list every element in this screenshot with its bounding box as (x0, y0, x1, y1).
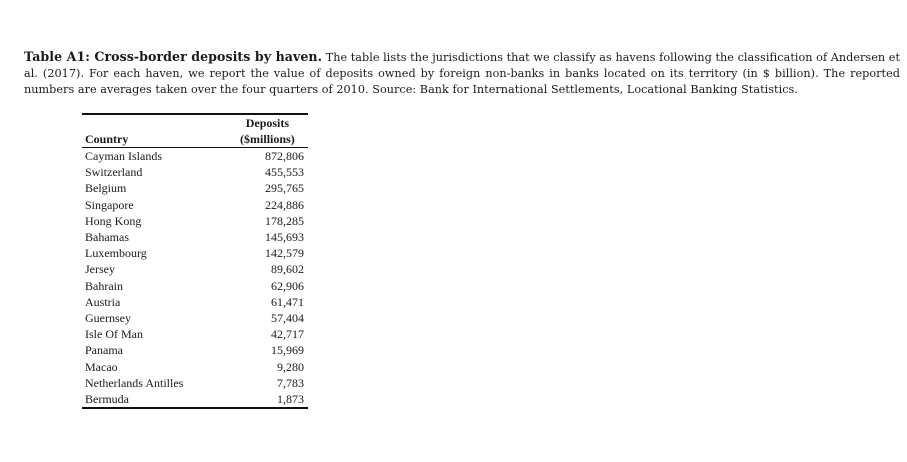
country-cell: Bahamas (85, 230, 129, 245)
deposits-cell: 178,285 (265, 213, 304, 228)
table-header-row (82, 115, 308, 148)
table-row (82, 359, 308, 375)
table-row (82, 261, 308, 277)
header-country: Country (82, 115, 226, 148)
deposits-cell: 89,602 (271, 262, 304, 277)
deposits-table (82, 113, 308, 409)
caption-label: Table A1: Cross-border deposits by haven. (24, 49, 323, 65)
country-cell: Belgium (85, 181, 127, 196)
country-cell: Luxembourg (85, 246, 147, 261)
country-cell: Guernsey (85, 311, 131, 326)
table-row (82, 326, 308, 342)
country-cell: Macao (85, 359, 118, 374)
table-row (82, 245, 308, 261)
deposits-cell: 872,806 (265, 149, 304, 163)
country-cell: Netherlands Antilles (85, 375, 184, 390)
country-cell: Cayman Islands (85, 149, 162, 163)
deposits-cell: 15,969 (271, 343, 304, 358)
country-cell: Bahrain (85, 278, 123, 293)
table-row (82, 310, 308, 326)
deposits-cell: 145,693 (265, 230, 304, 245)
table-row (82, 229, 308, 245)
deposits-cell: 7,783 (277, 375, 304, 390)
deposits-cell: 9,280 (277, 359, 304, 374)
deposits-cell: 295,765 (265, 181, 304, 196)
header-deposits-line2: ($millions) (240, 132, 295, 146)
table-body (82, 148, 308, 409)
table-row (82, 294, 308, 310)
country-cell: Hong Kong (85, 213, 142, 228)
deposits-cell: 62,906 (271, 278, 304, 293)
country-cell: Isle Of Man (85, 327, 143, 342)
table-row (82, 278, 308, 294)
table-caption (24, 49, 900, 98)
deposits-cell: 1,873 (226, 391, 308, 408)
caption-text: The table lists the jurisdictions that we classify as havens following the classification of Andersen et al. (2017). For each haven, we report the value of deposits owned by foreign non-banks in banks located on its territory (in $ billion). The reported numbers are averages taken over the four quarters of 2010. Source: Bank for International Settlements, Locational Banking Statistics. (24, 51, 900, 97)
table-row (82, 342, 308, 358)
country-cell: Bermuda (82, 391, 226, 408)
table-row (82, 391, 308, 408)
table-row (82, 148, 308, 165)
deposits-table-container (82, 113, 308, 409)
deposits-cell: 42,717 (271, 327, 304, 342)
header-deposits (226, 115, 308, 148)
deposits-cell: 224,886 (265, 197, 304, 212)
deposits-cell: 455,553 (265, 165, 304, 180)
country-cell: Switzerland (85, 165, 143, 180)
table-row (82, 213, 308, 229)
table-row (82, 197, 308, 213)
country-cell: Jersey (85, 262, 115, 277)
country-cell: Panama (85, 343, 123, 358)
deposits-cell: 142,579 (265, 246, 304, 261)
table-row (82, 375, 308, 391)
table-row (82, 180, 308, 196)
table-row (82, 164, 308, 180)
country-cell: Austria (85, 294, 121, 309)
deposits-cell: 61,471 (271, 294, 304, 309)
header-deposits-line1: Deposits (245, 116, 290, 130)
deposits-cell: 57,404 (271, 311, 304, 326)
country-cell: Singapore (85, 197, 134, 212)
